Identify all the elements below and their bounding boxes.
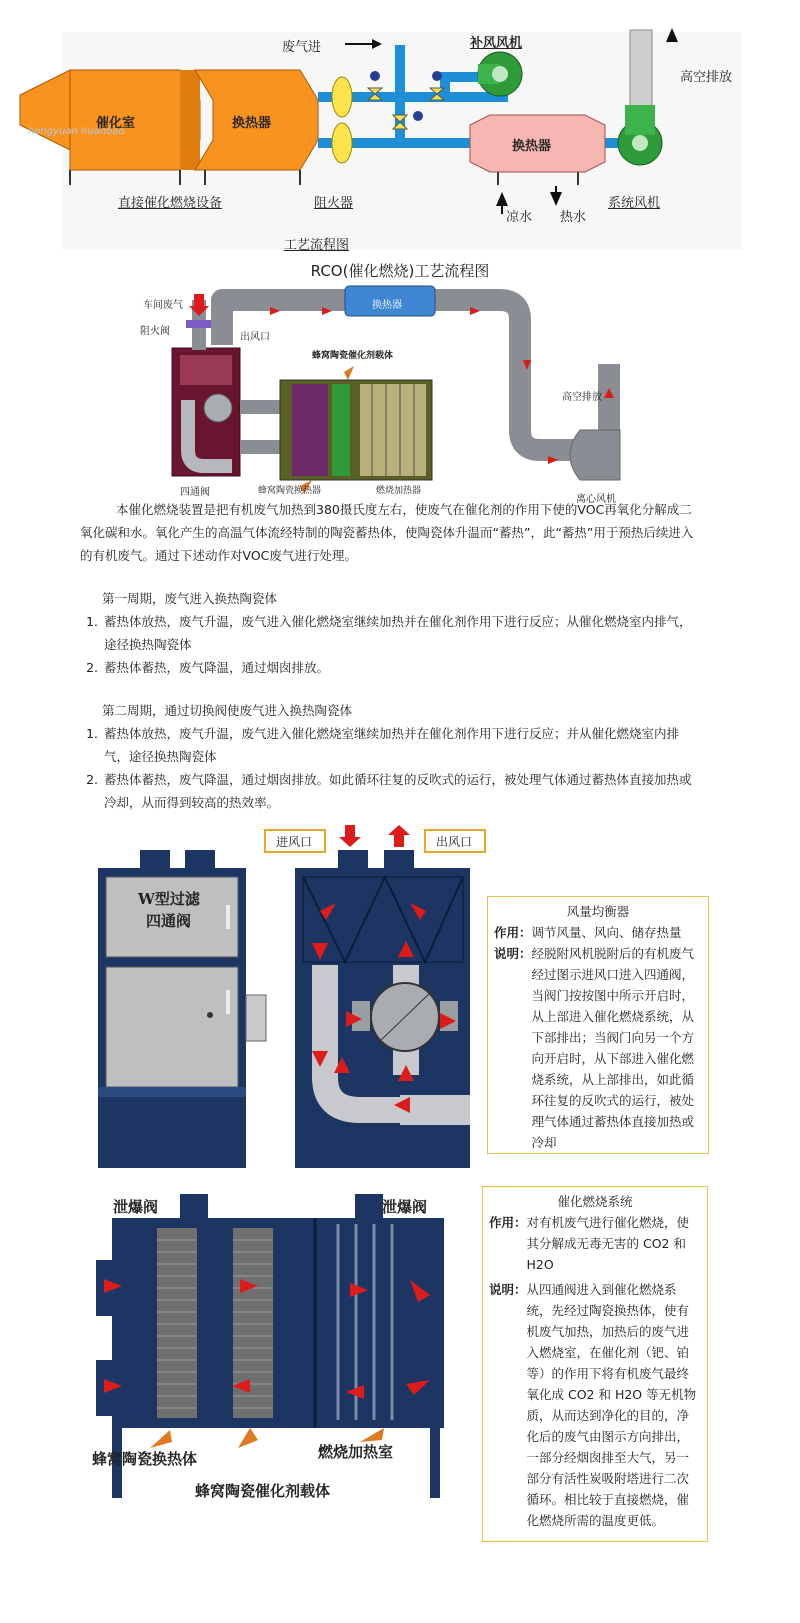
period2-head: 第二周期，通过切换阀使废气进入换热陶瓷体 [102,703,353,718]
label-caption: 工艺流程图 [284,238,350,253]
label-exhaust-in: 废气进 [282,40,322,55]
period2-section [80,699,700,814]
label-heat-exchanger: 换热器 [372,300,402,311]
handle [226,905,230,929]
period1-section [80,587,700,679]
label-relief-left: 泄爆阀 [113,1198,159,1216]
flange-top [384,850,414,868]
door-panel [106,967,238,1087]
label-high-exhaust: 高空排放 [562,392,602,403]
box1-desc-val: 经脱附风机脱附后的有机废气经过图示进风口进入四通阀，当阀门按按图中所示开启时，从上部进入催化燃烧系统，从下部排出；当阀门向另一个方向开启时，从下部进入催化燃烧系统，从上部排出，如此循环往复的反吹式的运行，被处理气体通过蓄热体直接加热或冷却 [531,946,695,1150]
gauge-icon [370,71,380,81]
label-hot-water: 热水 [560,210,587,225]
filter-section [303,877,463,962]
filter-top [180,355,232,385]
box2-use-key: 作用： [489,1215,527,1230]
period1-head: 第一周期，废气进入换热陶瓷体 [102,591,278,606]
arrow-up-icon [388,825,410,847]
intro-text: 本催化燃烧装置是把有机废气加热到380摄氏度左右，使废气在催化剂的作用下使的VOC再氧化分解成二氧化碳和水。氧化产生的高温气体流经特制的陶瓷蓄热体，使陶瓷体升温而“蓄热”，此“蓄热”用于预热后续进入的有机废气。通过下述动作对VOC废气进行处理。 [80,502,694,563]
inlet-stub [400,1095,470,1125]
base-rail [98,1087,246,1097]
side-pipe [246,995,266,1041]
label-flame-arrester: 阻火器 [314,196,354,211]
label-centrifugal-fan: 离心风机 [576,494,616,505]
label-catalytic-chamber: 催化室 [96,116,136,131]
arrow-stem [501,200,503,214]
label-honeycomb-carrier: 蜂窝陶瓷催化剂载体 [312,351,394,361]
label-honeycomb-exchanger: 蜂窝陶瓷换热器 [258,486,322,496]
relief-valve-left [180,1194,208,1218]
relief-valve-right [355,1194,383,1218]
box1-title: 风量均衡器 [566,904,630,919]
period1-item: 2. 蓄热体蓄热，废气降温，通过烟囱排放。 [102,656,700,679]
system-fan-housing [625,105,655,135]
rco-flow-diagram [0,280,800,500]
label-w-filter-1: W型过滤 [138,890,200,908]
label-system-fan: 系统风机 [608,196,661,211]
label-burner-heater: 燃烧加热器 [376,486,422,496]
box2-title: 催化燃烧系统 [557,1194,633,1209]
label-makeup-fan: 补风风机 [470,36,523,51]
honeycomb-block-2 [233,1228,273,1418]
gauge-icon [413,111,423,121]
system-fan-hub [632,135,648,151]
makeup-fan-hub [492,66,508,82]
catalytic-info-box [482,1186,708,1542]
box2-desc-row [489,1279,701,1531]
arrow-down-icon [339,825,361,847]
label-relief-right: 泄爆阀 [382,1198,428,1216]
label-direct-combustion: 直接催化燃烧设备 [118,196,223,211]
connector-upper [240,400,280,414]
label-inlet: 进风口 [276,835,313,849]
label-outlet: 出风口 [436,835,473,849]
label-heat-exchanger-left: 换热器 [232,116,272,131]
label-workshop-gas: 车间废气 [143,300,183,311]
flame-arrester-upper [332,77,352,117]
period2-item: 1. 蓄热体放热，废气升温，废气进入催化燃烧室继续加热并在催化剂作用下进行反应；并从催化燃烧室内排气，途径换热陶瓷体 [102,722,700,768]
box2-desc-key: 说明： [489,1282,527,1297]
flame-arrester-lower [332,123,352,163]
handle [226,990,230,1014]
inlet-cone [20,70,70,150]
box2-desc-val: 从四通阀进入到催化燃烧系统，先经过陶瓷换热体，使有机废气加热，加热后的废气进入燃烧室，在催化剂（钯、铂等）的作用下将有机废气最终氧化成 CO2 和 H2O 等无机物质，从而达到净化的目的，净化后的废气由图示方向排出，一部分经烟囱排至大气，另一部分有活性炭吸附塔进行二次循环。相比较于直接燃烧，催化燃烧所需的温度更低。 [526,1282,697,1528]
leg [430,1428,440,1498]
label-honeycomb-exchanger: 蜂窝陶瓷换热体 [92,1450,198,1468]
honeycomb-exchanger-block [292,384,328,476]
arrow-stem [555,186,557,200]
catalytic-chamber-side [180,70,200,170]
flange-top [140,850,170,868]
box1-desc-row [494,943,702,1153]
box2-use-val: 对有机废气进行催化燃烧，使其分解成无毒无害的 CO2 和 H2O [526,1215,690,1272]
rco-title: RCO(催化燃烧)工艺流程图 [310,262,490,280]
period1-item: 1. 蓄热体放热，废气升温，废气进入催化燃烧室继续加热并在催化剂作用下进行反应；从催化燃烧室内排气，途径换热陶瓷体 [102,610,700,656]
fan-pipe-h [440,72,480,82]
four-way-valve [204,394,232,422]
label-fire-valve: 阻火阀 [140,326,170,337]
catalyst-carrier-block [332,384,350,476]
label-high-exhaust: 高空排放 [680,70,733,85]
label-combustion-room: 燃烧加热室 [318,1443,394,1461]
flange-top [185,850,215,868]
balancer-info-box [487,896,709,1154]
flange-top [338,850,368,868]
label-w-filter-2: 四通阀 [146,912,192,930]
label-heat-exchanger-right: 换热器 [512,139,552,154]
pointer-arrow [344,366,354,380]
box1-use-key: 作用： [494,925,532,940]
burner-heater-block [360,384,426,476]
label-cold-water: 凉水 [506,210,533,225]
box1-use-val: 调节风量、风向、储存热量 [531,925,682,940]
label-outlet: 出风口 [240,332,270,343]
door-knob [207,1012,213,1018]
watermark: hongyuan huanbao [28,126,125,137]
period2-item: 2. 蓄热体蓄热，废气降温，通过烟囱排放。如此循环往复的反吹式的运行，被处理气体通过蓄热体直接加热或冷却，从而得到较高的热效率。 [102,768,700,814]
box1-desc-key: 说明： [494,946,532,961]
connector-lower [240,440,280,454]
honeycomb-block-1 [157,1228,197,1418]
vertical-pipe [395,45,405,100]
label-carrier: 蜂窝陶瓷催化剂载体 [195,1482,331,1500]
box2-use-row [489,1212,701,1275]
intro-paragraph [80,498,700,567]
box1-use-row [494,922,702,943]
gauge-icon [432,71,442,81]
fire-valve-flange [186,320,212,328]
centrifugal-fan-icon [570,430,620,480]
label-four-way: 四通阀 [180,487,210,498]
